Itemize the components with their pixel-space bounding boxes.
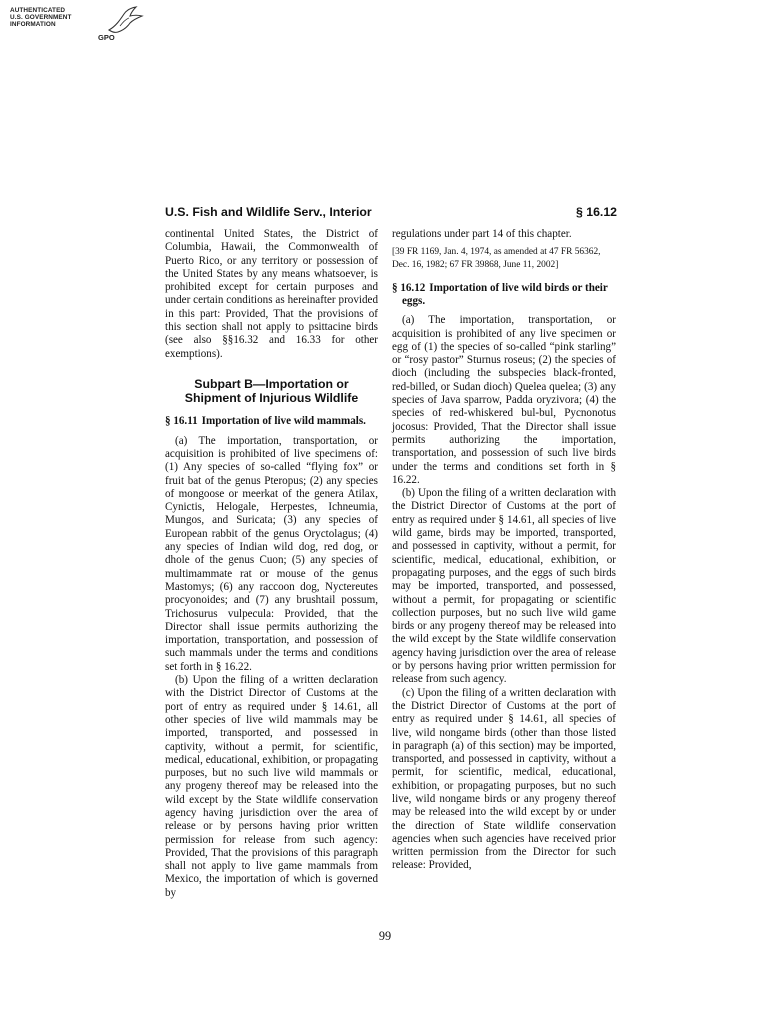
paragraph-16-12-b: (b) Upon the filing of a written declaration with the District Director of Customs at the port of entry as required under § 14.61, all species of live wild game, birds may be imported, transported, and possessed in captivity, without a permit, for scientific, medical, educational, exhibition, or propagating purposes, and the eggs of such birds may be imported, transported, and possessed, without a permit, for propagating or scientific collection purposes, but no such live wild game birds or any progeny thereof may be released into the wild except by the State wildlife conservation agency having jurisdiction over the area of release or by persons having prior written permission for release from such agency. (392, 487, 616, 686)
seal-line-1: AUTHENTICATED (10, 7, 66, 14)
header-agency: U.S. Fish and Wildlife Serv., Interior (165, 205, 372, 219)
source-citation: [39 FR 1169, Jan. 4, 1974, as amended at 47 FR 56362, Dec. 16, 1982; 67 FR 39868, June 11, 2002] (392, 247, 601, 270)
section-title: Importation of live wild mammals. (201, 415, 366, 428)
section-number: § 16.12 (392, 281, 426, 294)
continued-paragraph: regulations under part 14 of this chapter. (392, 228, 572, 240)
paragraph-16-11-b: (b) Upon the filing of a written declaration with the District Director of Customs at the port of entry as required under § 14.61, all other species of live wild mammals may be imported, transported, and possessed in captivity, without a permit, for scientific, medical, educational, exhibition, or propagating purposes, but no such live wild mammals or any progeny thereof may be released into the wild except by the State wildlife conservation agency having jurisdiction over the area of release or by persons having prior written permission for release from such agency: Provided, That the provisions of this paragraph shall not apply to live game mammals from Mexico, the importation of which is governed by (165, 674, 378, 899)
section-heading-16-12 (392, 282, 616, 309)
paragraph-16-12-c: (c) Upon the filing of a written declaration with the District Director of Customs at the port of entry as required under § 14.61, all species of live, wild nongame birds (other than those listed in paragraph (a) of this section) may be imported, transported, and possessed in captivity, without a permit, for scientific, medical, educational, exhibition, or propagating purposes, but no such live, wild nongame birds or any progeny thereof may be released into the wild except by or under the direction of State wildlife conservation agencies when such agencies have received prior written permission from the Director for such release: Provided, (392, 686, 616, 872)
seal-gpo: GPO (98, 33, 115, 42)
intro-paragraph: continental United States, the District of Columbia, Hawaii, the Commonwealth of Puerto Rico, or any territory or possession of the United States by any means whatsoever, is prohibited except for certain purposes and under certain conditions as hereinafter provided in this part: Provided, That the provisions of this section shall not apply to psittacine birds (see also §§16.32 and 16.33 for other exemptions). (165, 228, 378, 360)
subpart-heading (165, 377, 378, 405)
section-heading-16-11 (165, 415, 378, 428)
seal-line-2: U.S. GOVERNMENT (10, 14, 72, 21)
page-number: 99 (378, 929, 392, 943)
header-section: § 16.12 (575, 205, 617, 219)
gpo-authentication-seal (6, 6, 144, 46)
seal-line-3: INFORMATION (10, 21, 56, 28)
left-column (165, 228, 378, 900)
section-number: § 16.11 (165, 415, 198, 428)
paragraph-16-11-a: (a) The importation, transportation, or acquisition is prohibited of live specimens of: (1) Any species of so-called “flying fox” or fruit bat of the genus Pteropus; (2) any species of mongoose or meerkat of the genera Atilax, Cynictis, Helogale, Herpestes, Ichneumia, Mungos, and Suricata; (3) any species of European rabbit of the genus Oryctolagus; (4) any species of Indian wild dog, red dog, or dhole of the genus Cuon; (5) any species of multimammate rat or mouse of the genus Mastomys; (6) any raccoon dog, Nyctereutes procyonoides; and (7) any brushtail possum, Trichosurus vulpecula: Provided, that the Director shall issue permits authorizing the importation, transportation, and possession of such mammals under the terms and conditions set forth in § 16.22. (165, 434, 378, 673)
subpart-heading-line-2: Shipment of Injurious Wildlife (184, 391, 359, 406)
running-head (165, 205, 617, 221)
right-column (392, 228, 616, 873)
eagle-icon (106, 6, 144, 36)
subpart-heading-line-1: Subpart B—Importation or (194, 376, 349, 391)
paragraph-16-12-a: (a) The importation, transportation, or acquisition is prohibited of any live specimen or egg of (1) the species of so-called “pink starling” or “rosy pastor” Sturnus roseus; (2) the species of dioch (including the subspecies black-fronted, red-billed, or Sudan dioch) Quelea quelea; (3) any species of Java sparrow, Padda oryzivora; (4) the species of red-whiskered bul-bul, Pycnonotus jocosus: Provided, That the Director shall issue permits authorizing the importation, transportation, and possession of such live birds under the terms and conditions set forth in § 16.22. (392, 314, 616, 486)
section-title: Importation of live wild birds or their eggs. (402, 281, 608, 307)
